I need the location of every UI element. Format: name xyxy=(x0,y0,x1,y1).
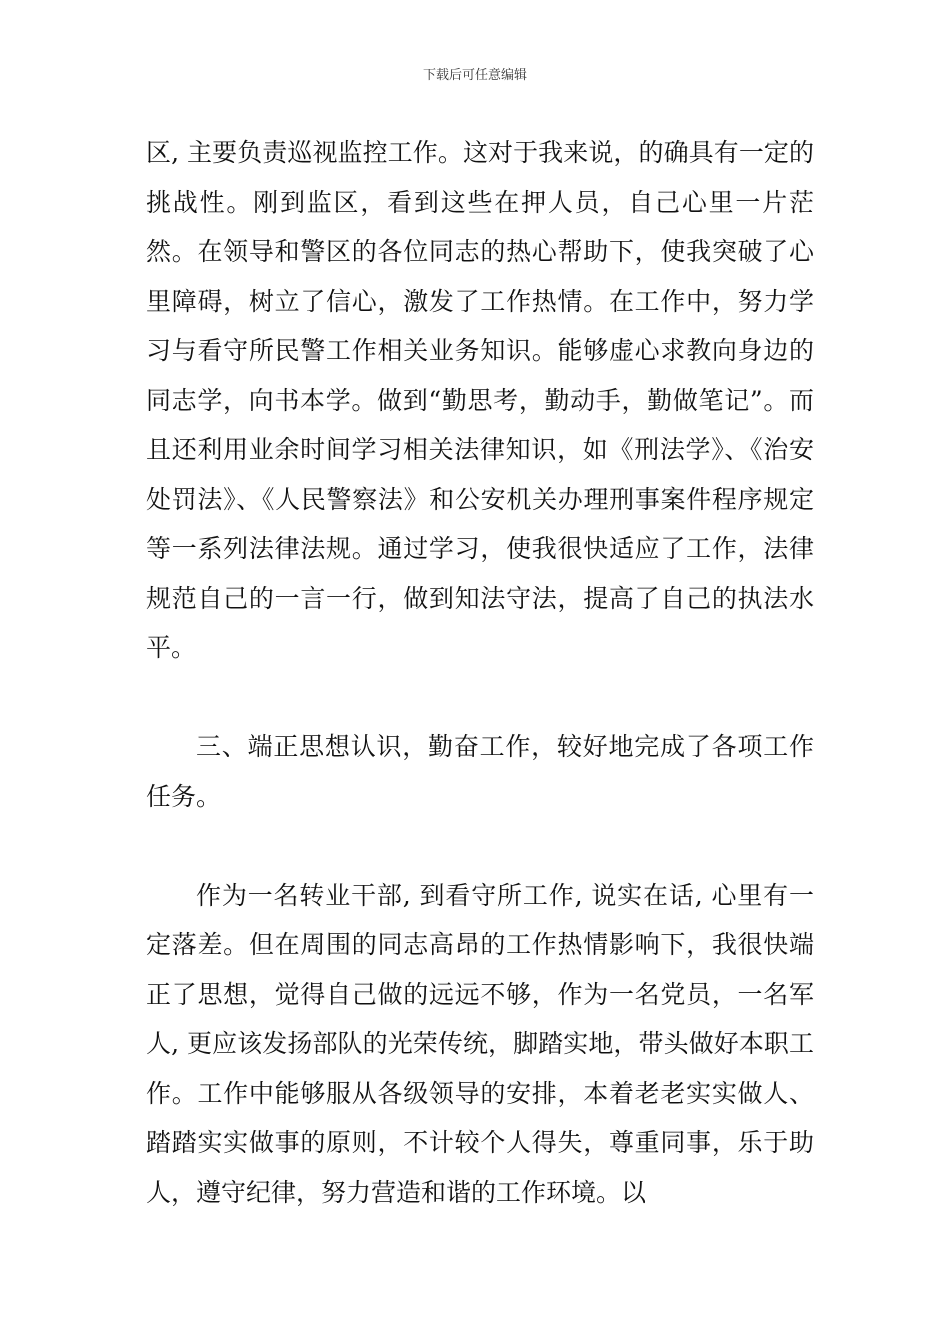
paragraph-work-attitude: 作为一名转业干部, 到看守所工作, 说实在话, 心里有一定落差。但在周围的同志高昂的工作热情影响下，我很快端正了思想，觉得自己做的远远不够，作为一名党员，一名军人, 更应该发扬部队的光荣传统，脚踏实地，带头做好本职工作。工作中能够服从各级领导的安排，本着老老实实做人、踏踏实实做事的原则，不计较个人得失，尊重同事，乐于助人，遵守纪律，努力营造和谐的工作环境。以 xyxy=(146,880,814,1207)
document-body xyxy=(146,128,814,1217)
paragraph-study-law: 区, 主要负责巡视监控工作。这对于我来说，的确具有一定的挑战性。刚到监区，看到这些在押人员，自己心里一片茫然。在领导和警区的各位同志的热心帮助下，使我突破了心里障碍，树立了信心，激发了工作热情。在工作中，努力学习与看守所民警工作相关业务知识。能够虚心求教向身边的同志学，向书本学。做到“勤思考，勤动手，勤做笔记”。而且还利用业余时间学习相关法律知识，如《刑法学》、《治安处罚法》、《人民警察法》和公安机关办理刑事案件程序规定等一系列法律法规。通过学习，使我很快适应了工作，法律规范自己的一言一行，做到知法守法，提高了自己的执法水平。 xyxy=(146,138,814,662)
paragraph-gap xyxy=(146,821,814,871)
section-heading-three: 三、端正思想认识，勤奋工作，较好地完成了各项工作任务。 xyxy=(146,732,814,811)
paragraph-gap xyxy=(146,673,814,723)
page-header: 下载后可任意编辑 xyxy=(422,68,527,83)
